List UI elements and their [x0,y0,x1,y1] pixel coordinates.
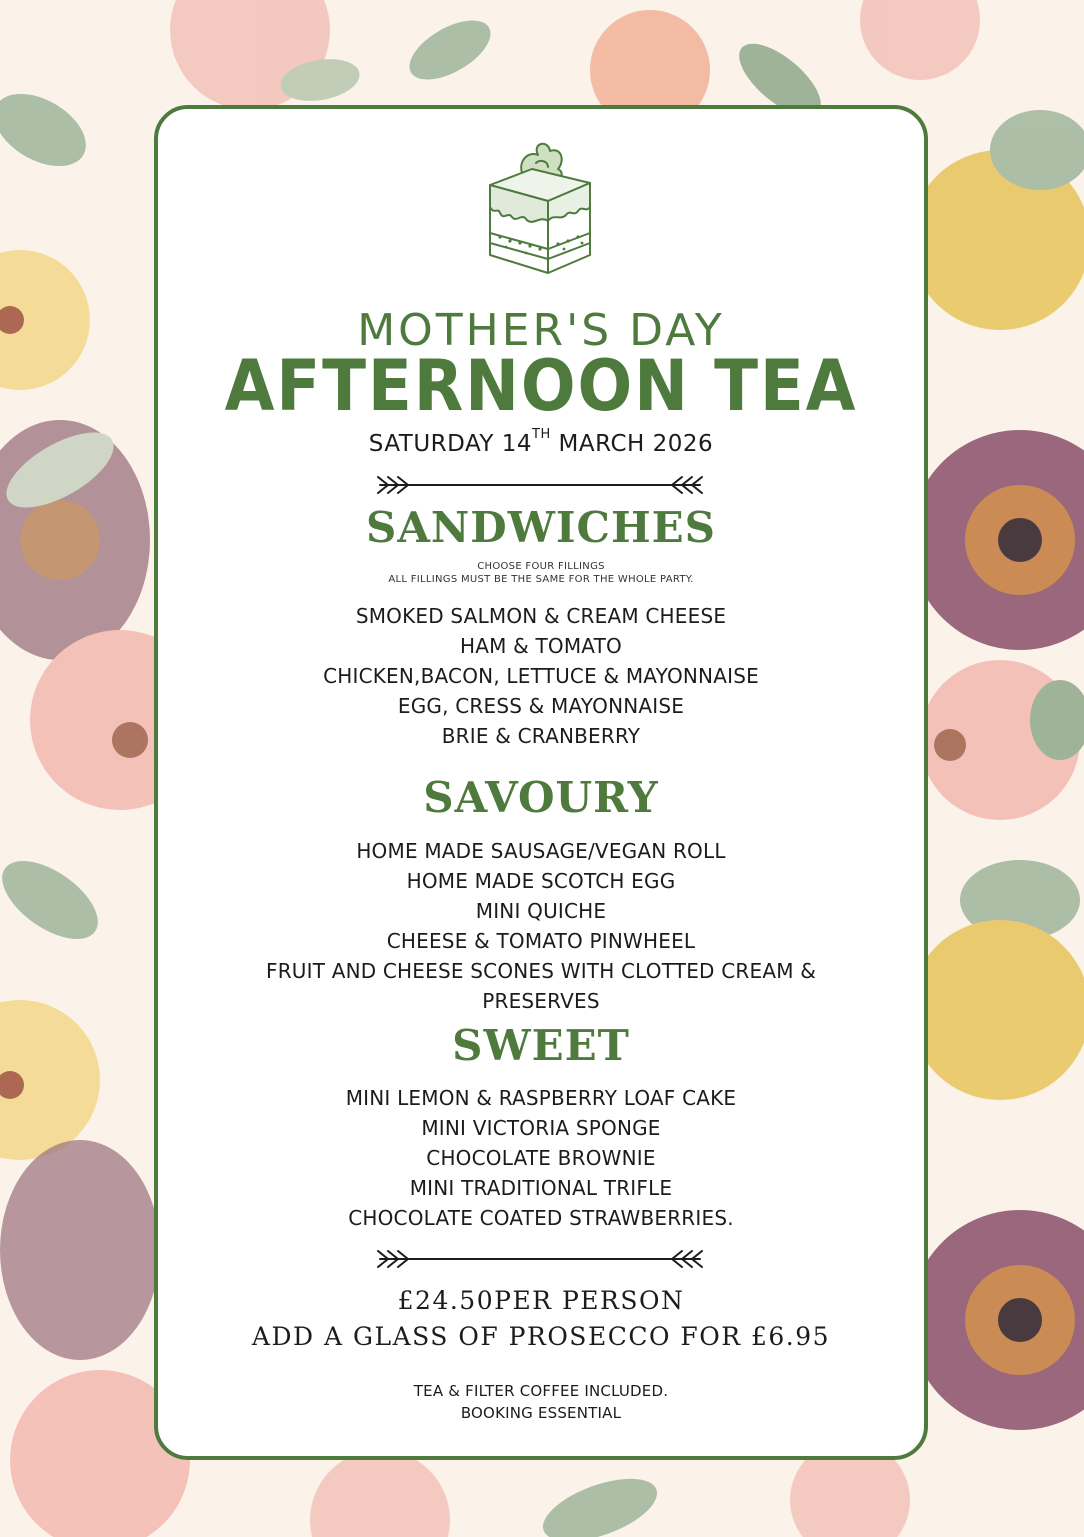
menu-item: CHOCOLATE BROWNIE [426,1146,656,1170]
sandwich-note: CHOOSE FOUR FILLINGS [477,561,605,572]
section-title-savoury: SAVOURY [423,773,659,822]
menu-item: MINI QUICHE [475,899,607,923]
menu-item: CHOCOLATE COATED STRAWBERRIES. [348,1206,734,1230]
booking-note: BOOKING ESSENTIAL [460,1404,622,1422]
date-month-year: MARCH 2026 [550,431,714,457]
date-suffix: TH [532,427,551,442]
menu-item: MINI TRADITIONAL TRIFLE [409,1176,673,1200]
menu-item: HOME MADE SCOTCH EGG [406,869,676,893]
menu-item: CHEESE & TOMATO PINWHEEL [386,929,696,953]
menu-item: MINI LEMON & RASPBERRY LOAF CAKE [345,1086,737,1110]
occasion-title: MOTHER'S DAY [357,305,725,356]
section-title-sweet: SWEET [452,1021,630,1070]
main-title: AFTERNOON TEA [224,345,858,427]
sandwich-note: ALL FILLINGS MUST BE THE SAME FOR THE WHOLE PARTY. [388,574,694,585]
menu-item: MINI VICTORIA SPONGE [421,1116,661,1140]
date-day: SATURDAY 14 [368,431,533,457]
menu-item: FRUIT AND CHEESE SCONES WITH CLOTTED CREAM & [265,959,817,983]
menu-item: HAM & TOMATO [460,634,622,658]
menu-item: EGG, CRESS & MAYONNAISE [397,694,685,718]
prosecco-addon: ADD A GLASS OF PROSECCO FOR £6.95 [251,1322,831,1351]
arrow-divider-icon [370,473,710,497]
menu-card [154,105,928,1460]
menu-item: PRESERVES [482,989,600,1013]
menu-item: SMOKED SALMON & CREAM CHEESE [355,604,727,628]
menu-item: HOME MADE SAUSAGE/VEGAN ROLL [356,839,726,863]
included-note: TEA & FILTER COFFEE INCLUDED. [413,1382,669,1400]
menu-item: CHICKEN,BACON, LETTUCE & MAYONNAISE [323,664,759,688]
cake-icon [470,123,610,293]
event-date [158,427,924,457]
menu-item: BRIE & CRANBERRY [441,724,641,748]
arrow-divider-icon [370,1247,710,1271]
price-per-person: £24.50PER PERSON [397,1286,685,1315]
section-title-sandwiches: SANDWICHES [366,503,716,552]
